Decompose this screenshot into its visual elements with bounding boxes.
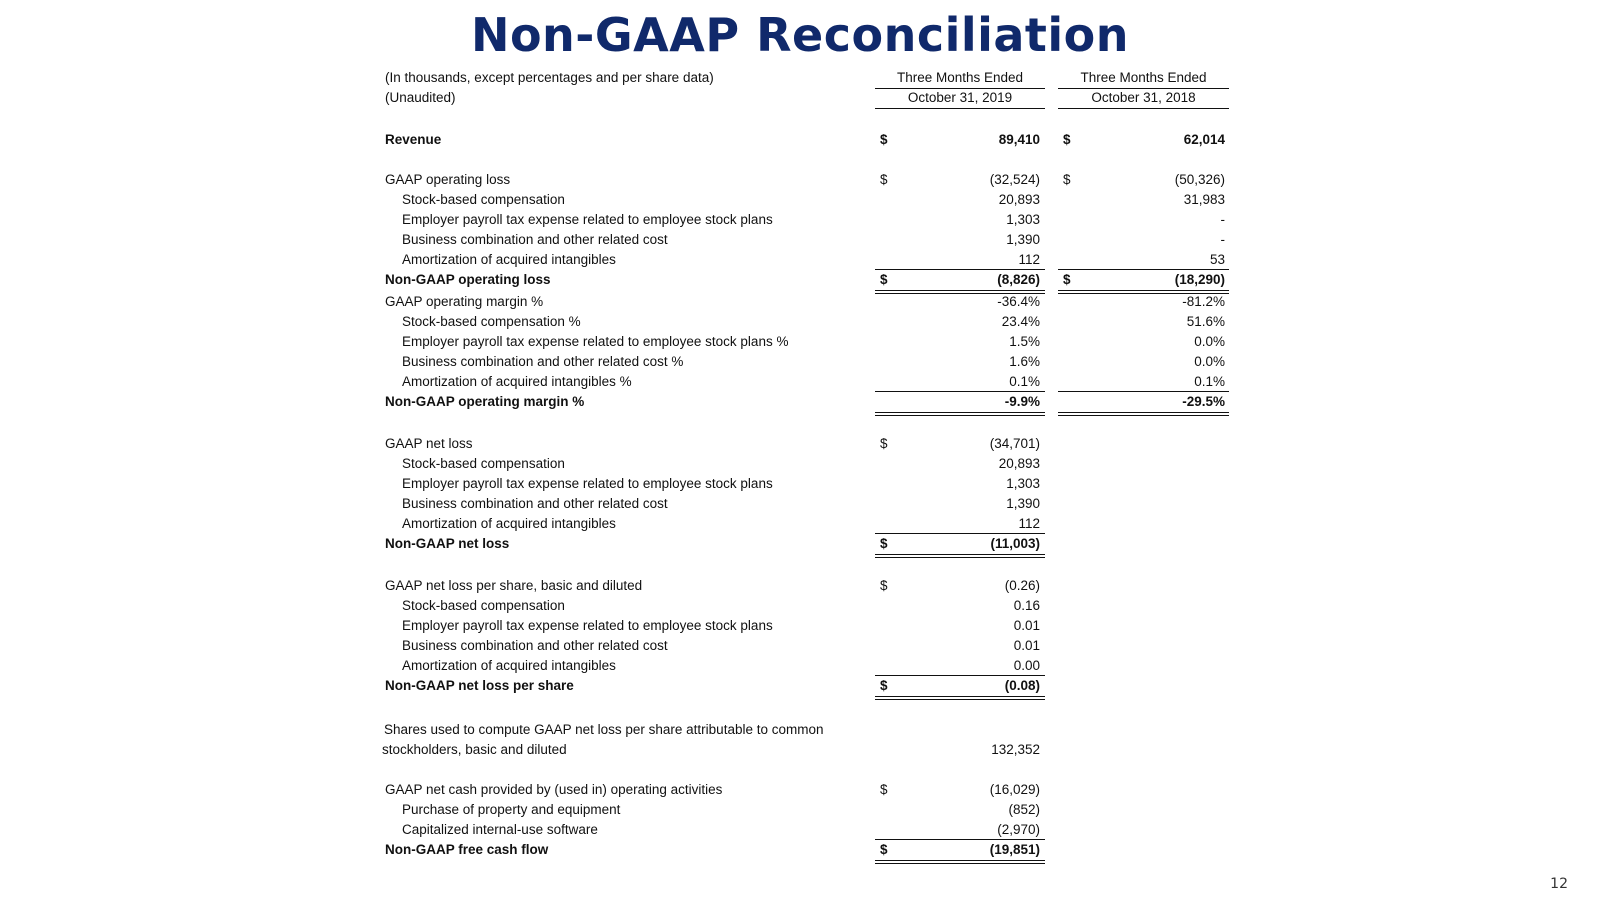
row-label: GAAP operating margin % <box>385 294 544 309</box>
value-2019: (16,029) <box>989 782 1040 797</box>
table-row-nongaap-operating-margin <box>0 392 1600 412</box>
table-row-nongaap-free-cash-flow <box>0 840 1600 860</box>
row-label: GAAP net cash provided by (used in) operating activities <box>385 782 723 797</box>
value-2018: 51.6% <box>1186 314 1225 329</box>
value-2019: 1.5% <box>1009 334 1040 349</box>
currency-symbol: $ <box>880 678 888 693</box>
value-2018: -29.5% <box>1182 394 1225 409</box>
value-2018: 0.1% <box>1194 374 1225 389</box>
row-label: Amortization of acquired intangibles % <box>402 374 632 389</box>
currency-symbol: $ <box>1063 172 1071 187</box>
value-2019: 0.01 <box>1013 638 1040 653</box>
row-label: Employer payroll tax expense related to employee stock plans % <box>402 334 789 349</box>
currency-symbol: $ <box>1063 132 1071 147</box>
row-label: Shares used to compute GAAP net loss per share attributable to common <box>384 722 824 737</box>
value-2019: 1,390 <box>1006 232 1040 247</box>
table-row <box>0 656 1600 676</box>
value-2019: 20,893 <box>998 192 1040 207</box>
total-double-rule <box>875 860 1045 864</box>
col1-header-period: Three Months Ended <box>896 70 1024 85</box>
value-2019: 1,390 <box>1006 496 1040 511</box>
value-2019: 20,893 <box>998 456 1040 471</box>
header-row-1 <box>0 68 1600 88</box>
table-row-gaap-net-loss <box>0 434 1600 454</box>
table-row <box>0 332 1600 352</box>
currency-symbol: $ <box>880 436 888 451</box>
row-label: Non-GAAP net loss <box>385 536 510 551</box>
value-2018: 0.0% <box>1194 334 1225 349</box>
row-label: GAAP net loss <box>385 436 473 451</box>
col2-header-period: Three Months Ended <box>1080 70 1207 85</box>
col2-header-date: October 31, 2018 <box>1091 90 1196 105</box>
value-2019: (19,851) <box>989 842 1040 857</box>
value-2019: 0.16 <box>1013 598 1040 613</box>
row-label: Employer payroll tax expense related to employee stock plans <box>402 618 773 633</box>
currency-symbol: $ <box>880 132 888 147</box>
row-label: Stock-based compensation <box>402 192 565 207</box>
value-2019: (11,003) <box>990 536 1040 551</box>
table-row <box>0 820 1600 840</box>
row-label: Employer payroll tax expense related to employee stock plans <box>402 476 773 491</box>
table-row <box>0 210 1600 230</box>
page-number: 12 <box>1550 876 1568 892</box>
value-2019: 89,410 <box>998 132 1040 147</box>
value-2019: 23.4% <box>1001 314 1040 329</box>
value-2019: 132,352 <box>991 742 1040 757</box>
row-label: Business combination and other related cost <box>402 496 668 511</box>
row-label: Business combination and other related cost <box>402 638 668 653</box>
row-label: Capitalized internal-use software <box>402 822 598 837</box>
currency-symbol: $ <box>880 272 888 287</box>
header-row-2 <box>0 88 1600 108</box>
row-label: Non-GAAP operating margin % <box>385 394 585 409</box>
row-label: Amortization of acquired intangibles <box>402 516 616 531</box>
table-row <box>0 312 1600 332</box>
value-2019: 0.00 <box>1013 658 1040 673</box>
value-2019: (0.26) <box>1004 578 1040 593</box>
table-row <box>0 596 1600 616</box>
table-note-units: (In thousands, except percentages and per share data) <box>385 70 714 85</box>
row-label: stockholders, basic and diluted <box>382 742 567 757</box>
value-2019: 1.6% <box>1009 354 1040 369</box>
value-2018: - <box>1220 232 1225 247</box>
value-2019: (0.08) <box>1004 678 1040 693</box>
value-2019: 1,303 <box>1006 212 1040 227</box>
value-2019: 112 <box>1018 252 1040 267</box>
table-row <box>0 352 1600 372</box>
table-row-gaap-operating-loss <box>0 170 1600 190</box>
value-2019: 0.1% <box>1009 374 1040 389</box>
table-row-gaap-operating-margin <box>0 292 1600 312</box>
table-row-gaap-cash-flow <box>0 780 1600 800</box>
currency-symbol: $ <box>880 536 888 551</box>
currency-symbol: $ <box>880 842 888 857</box>
value-2019: 1,303 <box>1006 476 1040 491</box>
col1-header-date: October 31, 2019 <box>907 90 1013 105</box>
value-2018: (18,290) <box>1174 272 1225 287</box>
value-2018: (50,326) <box>1174 172 1225 187</box>
col1-header-underline <box>875 108 1045 109</box>
value-2018: 0.0% <box>1194 354 1225 369</box>
table-row-nongaap-operating-loss <box>0 270 1600 290</box>
col2-header-underline <box>1058 108 1229 109</box>
value-2019: 0.01 <box>1013 618 1040 633</box>
table-row <box>0 494 1600 514</box>
table-row <box>0 514 1600 534</box>
value-2019: -36.4% <box>997 294 1040 309</box>
table-row-nongaap-eps <box>0 676 1600 696</box>
table-row <box>0 636 1600 656</box>
value-2019: (8,826) <box>997 272 1040 287</box>
row-label: Purchase of property and equipment <box>402 802 621 817</box>
value-2018: 62,014 <box>1183 132 1225 147</box>
value-2019: (34,701) <box>989 436 1040 451</box>
table-row <box>0 250 1600 270</box>
table-note-unaudited: (Unaudited) <box>385 90 456 105</box>
table-row <box>0 474 1600 494</box>
row-label: Business combination and other related cost % <box>402 354 684 369</box>
row-label: Non-GAAP free cash flow <box>385 842 549 857</box>
row-label: GAAP operating loss <box>385 172 511 187</box>
row-label: Revenue <box>385 132 442 147</box>
row-label: Non-GAAP operating loss <box>385 272 551 287</box>
row-label: Non-GAAP net loss per share <box>385 678 574 693</box>
row-label: Stock-based compensation <box>402 598 565 613</box>
value-2018: 31,983 <box>1183 192 1225 207</box>
row-label: Stock-based compensation <box>402 456 565 471</box>
value-2019: -9.9% <box>1004 394 1040 409</box>
table-row-revenue <box>0 130 1600 150</box>
table-row <box>0 230 1600 250</box>
total-double-rule <box>1058 412 1229 416</box>
table-row <box>0 372 1600 392</box>
value-2018: -81.2% <box>1182 294 1225 309</box>
value-2019: 112 <box>1018 516 1040 531</box>
table-row <box>0 454 1600 474</box>
total-double-rule <box>875 554 1045 558</box>
slide-title: Non-GAAP Reconciliation <box>470 8 1130 62</box>
row-label: Amortization of acquired intangibles <box>402 658 616 673</box>
currency-symbol: $ <box>880 578 888 593</box>
row-label: Employer payroll tax expense related to employee stock plans <box>402 212 773 227</box>
currency-symbol: $ <box>1063 272 1071 287</box>
table-row-shares-line-2 <box>0 740 1600 760</box>
value-2018: 53 <box>1209 252 1225 267</box>
currency-symbol: $ <box>880 782 888 797</box>
table-row <box>0 190 1600 210</box>
value-2018: - <box>1220 212 1225 227</box>
row-label: Stock-based compensation % <box>402 314 581 329</box>
row-label: Business combination and other related cost <box>402 232 668 247</box>
table-row-shares-line-1 <box>0 720 1600 740</box>
table-row <box>0 616 1600 636</box>
row-label: Amortization of acquired intangibles <box>402 252 616 267</box>
row-label: GAAP net loss per share, basic and diluted <box>385 578 643 593</box>
total-double-rule <box>875 412 1045 416</box>
table-row <box>0 800 1600 820</box>
total-double-rule <box>875 696 1045 700</box>
currency-symbol: $ <box>880 172 888 187</box>
table-row-nongaap-net-loss <box>0 534 1600 554</box>
value-2019: (852) <box>1008 802 1040 817</box>
value-2019: (32,524) <box>989 172 1040 187</box>
value-2019: (2,970) <box>997 822 1040 837</box>
table-row-gaap-eps <box>0 576 1600 596</box>
